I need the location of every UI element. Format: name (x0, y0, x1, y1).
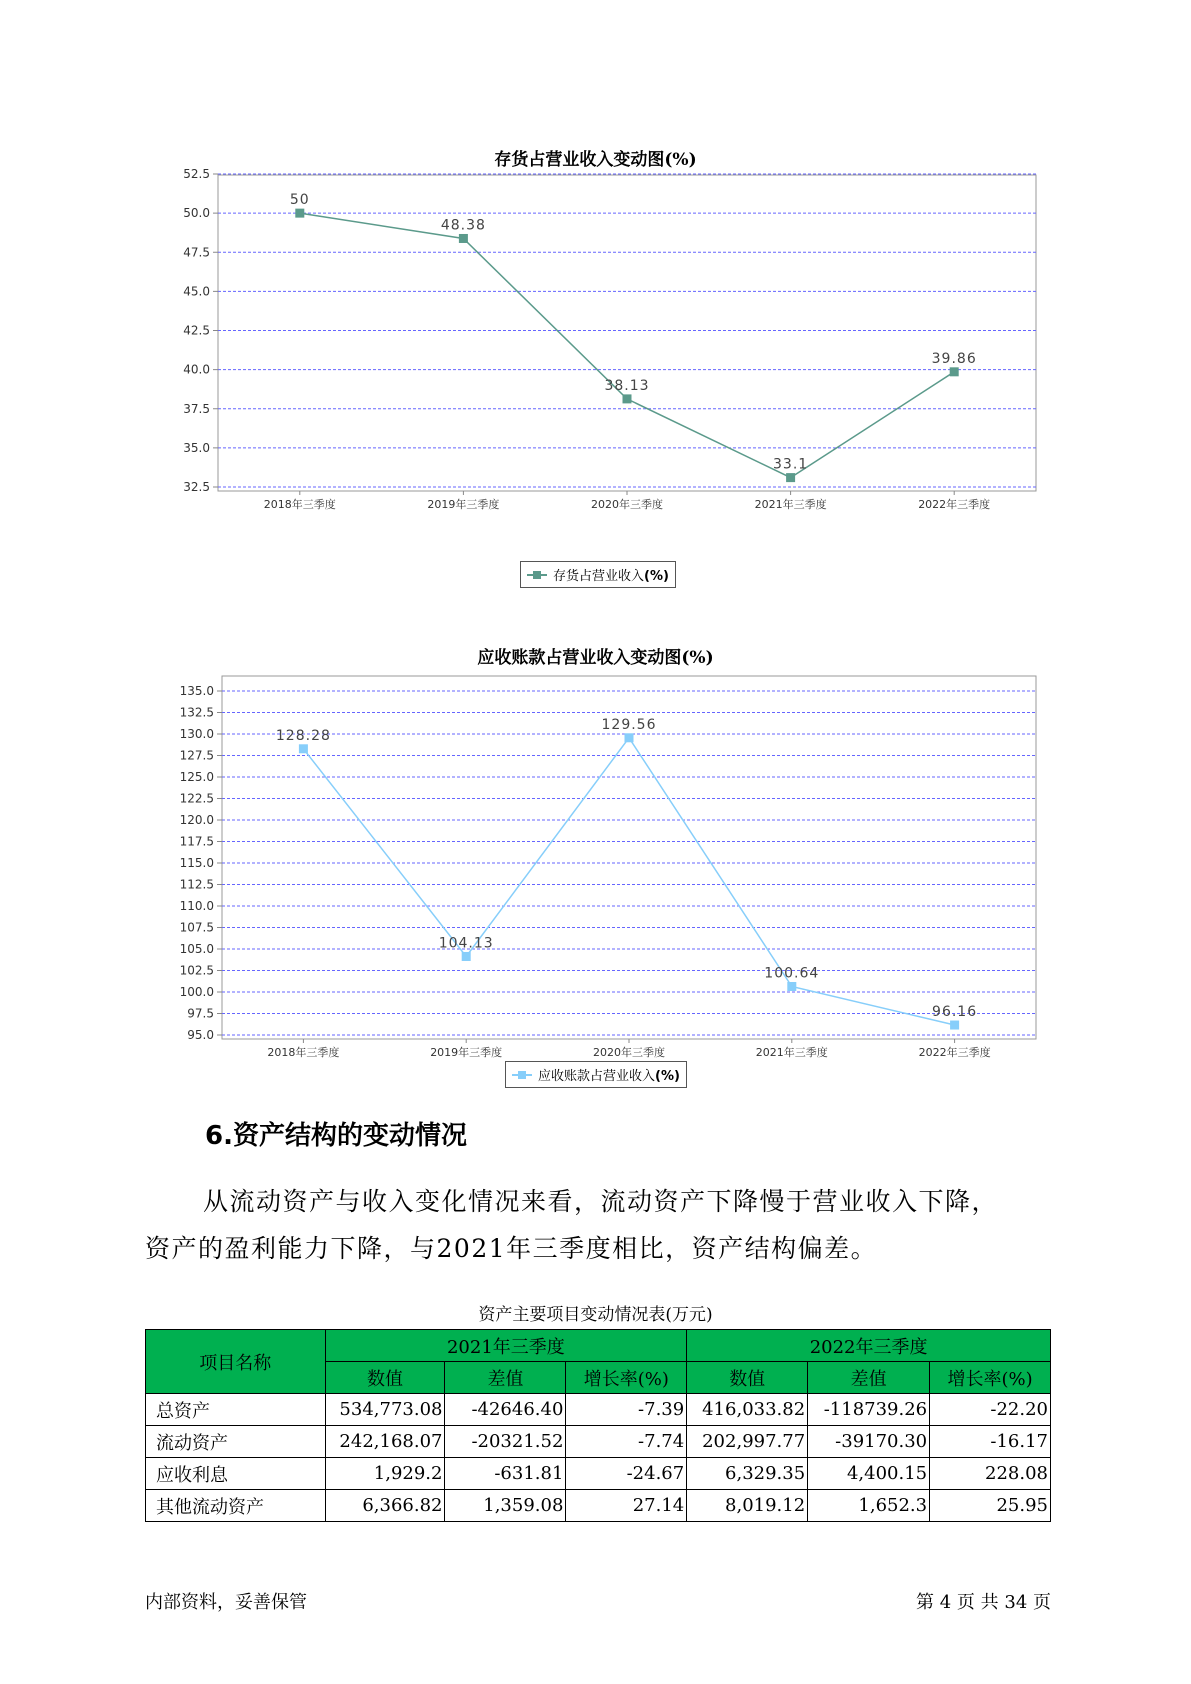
header-value: 数值 (687, 1362, 808, 1394)
x-tick-label: 2021年三季度 (755, 1046, 828, 1059)
table-caption: 资产主要项目变动情况表(万元) (478, 1305, 713, 1325)
cell-value: 242,168.07 (325, 1426, 445, 1458)
table-row (146, 1394, 1051, 1426)
data-label: 48.38 (440, 217, 486, 234)
table-row (146, 1490, 1051, 1522)
x-tick-label: 2022年三季度 (918, 1046, 991, 1059)
cell-value: 416,033.82 (687, 1394, 808, 1426)
y-tick-label: 100.0 (179, 985, 214, 999)
data-point (299, 744, 308, 753)
cell-rate: -24.67 (566, 1458, 687, 1490)
y-tick-label: 42.5 (183, 323, 210, 338)
y-tick-label: 95.0 (187, 1028, 214, 1042)
row-name: 流动资产 (146, 1426, 326, 1458)
cell-diff: -118739.26 (808, 1394, 930, 1426)
header-rate: 增长率(%) (930, 1362, 1051, 1394)
x-tick-label: 2018年三季度 (267, 1046, 340, 1059)
y-tick-label: 130.0 (179, 727, 214, 741)
row-name: 其他流动资产 (146, 1490, 326, 1522)
x-tick-label: 2019年三季度 (430, 1046, 503, 1059)
cell-diff: -42646.40 (445, 1394, 566, 1426)
x-tick-label: 2019年三季度 (427, 498, 500, 511)
chart1-legend (520, 561, 676, 588)
legend-line-marker (527, 574, 547, 576)
assets-table (145, 1329, 1051, 1522)
cell-rate: 27.14 (566, 1490, 687, 1522)
data-label: 39.86 (931, 350, 977, 367)
chart1-title: 存货占营业收入变动图(%) (494, 150, 697, 170)
y-tick-label: 125.0 (179, 770, 214, 784)
data-label: 96.16 (932, 1004, 978, 1021)
y-tick-label: 97.5 (187, 1006, 214, 1021)
data-label: 104.13 (438, 935, 494, 952)
cell-diff: 4,400.15 (808, 1458, 930, 1490)
data-point (625, 733, 634, 742)
data-point (623, 394, 632, 403)
cell-value: 534,773.08 (325, 1394, 445, 1426)
chart2-receivables-ratio (0, 660, 1191, 1060)
data-point (950, 1021, 959, 1030)
y-tick-label: 132.5 (179, 705, 214, 720)
x-tick-label: 2022年三季度 (918, 498, 991, 511)
data-point (787, 982, 796, 991)
y-tick-label: 40.0 (183, 362, 210, 377)
cell-rate: 228.08 (930, 1458, 1051, 1490)
cell-value: 202,997.77 (687, 1426, 808, 1458)
header-period-2021: 2021年三季度 (325, 1330, 687, 1362)
footer-page-number: 第 4 页 共 34 页 (916, 1592, 1051, 1613)
y-tick-label: 50.0 (183, 206, 210, 221)
cell-value: 8,019.12 (687, 1490, 808, 1522)
cell-value: 1,929.2 (325, 1458, 445, 1490)
footer-confidential: 内部资料，妥善保管 (145, 1592, 307, 1613)
table-row (146, 1458, 1051, 1490)
y-tick-label: 135.0 (179, 684, 214, 698)
cell-rate: -16.17 (930, 1426, 1051, 1458)
row-name: 总资产 (146, 1394, 326, 1426)
y-tick-label: 52.5 (183, 167, 210, 181)
cell-rate: -7.39 (566, 1394, 687, 1426)
y-tick-label: 115.0 (179, 856, 214, 870)
y-tick-label: 112.5 (179, 877, 214, 892)
header-rate: 增长率(%) (566, 1362, 687, 1394)
table-row (146, 1426, 1051, 1458)
y-tick-label: 127.5 (179, 748, 214, 763)
y-tick-label: 35.0 (183, 440, 210, 455)
y-tick-label: 37.5 (183, 401, 210, 416)
y-tick-label: 102.5 (179, 963, 214, 978)
chart1-inventory-ratio (0, 160, 1191, 560)
header-value: 数值 (325, 1362, 445, 1394)
header-diff: 差值 (808, 1362, 930, 1394)
row-name: 应收利息 (146, 1458, 326, 1490)
data-point (786, 473, 795, 482)
data-label: 50 (289, 192, 310, 209)
data-point (950, 367, 959, 376)
x-tick-label: 2020年三季度 (591, 498, 663, 511)
y-tick-label: 47.5 (183, 245, 210, 260)
data-point (459, 234, 468, 243)
cell-rate: -7.74 (566, 1426, 687, 1458)
paragraph-line-1: 从流动资产与收入变化情况来看，流动资产下降慢于营业收入下降， (203, 1187, 999, 1216)
cell-rate: 25.95 (930, 1490, 1051, 1522)
plot-frame (218, 175, 1036, 491)
header-item-name: 项目名称 (146, 1330, 326, 1394)
data-label: 128.28 (275, 727, 331, 744)
data-label: 100.64 (764, 965, 820, 982)
paragraph-line-2: 资产的盈利能力下降，与2021年三季度相比，资产结构偏差。 (145, 1234, 878, 1263)
chart2-legend-label: 应收账款占营业收入(%) (538, 1069, 680, 1084)
data-label: 129.56 (601, 716, 657, 733)
x-tick-label: 2020年三季度 (593, 1046, 665, 1059)
legend-line-marker (512, 1074, 532, 1076)
y-tick-label: 32.5 (183, 480, 210, 494)
section-heading: 6.资产结构的变动情况 (205, 1121, 467, 1151)
x-tick-label: 2021年三季度 (754, 498, 827, 511)
chart2-title: 应收账款占营业收入变动图(%) (477, 648, 714, 668)
data-label: 38.13 (604, 377, 650, 394)
data-point (295, 209, 304, 218)
cell-value: 6,329.35 (687, 1458, 808, 1490)
y-tick-label: 45.0 (183, 284, 210, 299)
header-diff: 差值 (445, 1362, 566, 1394)
cell-rate: -22.20 (930, 1394, 1051, 1426)
y-tick-label: 122.5 (179, 791, 214, 806)
data-label: 33.1 (773, 456, 809, 473)
header-period-2022: 2022年三季度 (687, 1330, 1051, 1362)
x-tick-label: 2018年三季度 (263, 498, 336, 511)
y-tick-label: 105.0 (179, 942, 214, 956)
cell-diff: -20321.52 (445, 1426, 566, 1458)
chart1-legend-label: 存货占营业收入(%) (553, 569, 669, 584)
y-tick-label: 107.5 (179, 920, 214, 935)
cell-value: 6,366.82 (325, 1490, 445, 1522)
y-tick-label: 117.5 (179, 834, 214, 849)
y-tick-label: 110.0 (179, 899, 214, 913)
data-point (462, 952, 471, 961)
y-tick-label: 120.0 (179, 813, 214, 827)
cell-diff: -39170.30 (808, 1426, 930, 1458)
cell-diff: 1,652.3 (808, 1490, 930, 1522)
cell-diff: 1,359.08 (445, 1490, 566, 1522)
cell-diff: -631.81 (445, 1458, 566, 1490)
chart2-legend (505, 1061, 687, 1088)
